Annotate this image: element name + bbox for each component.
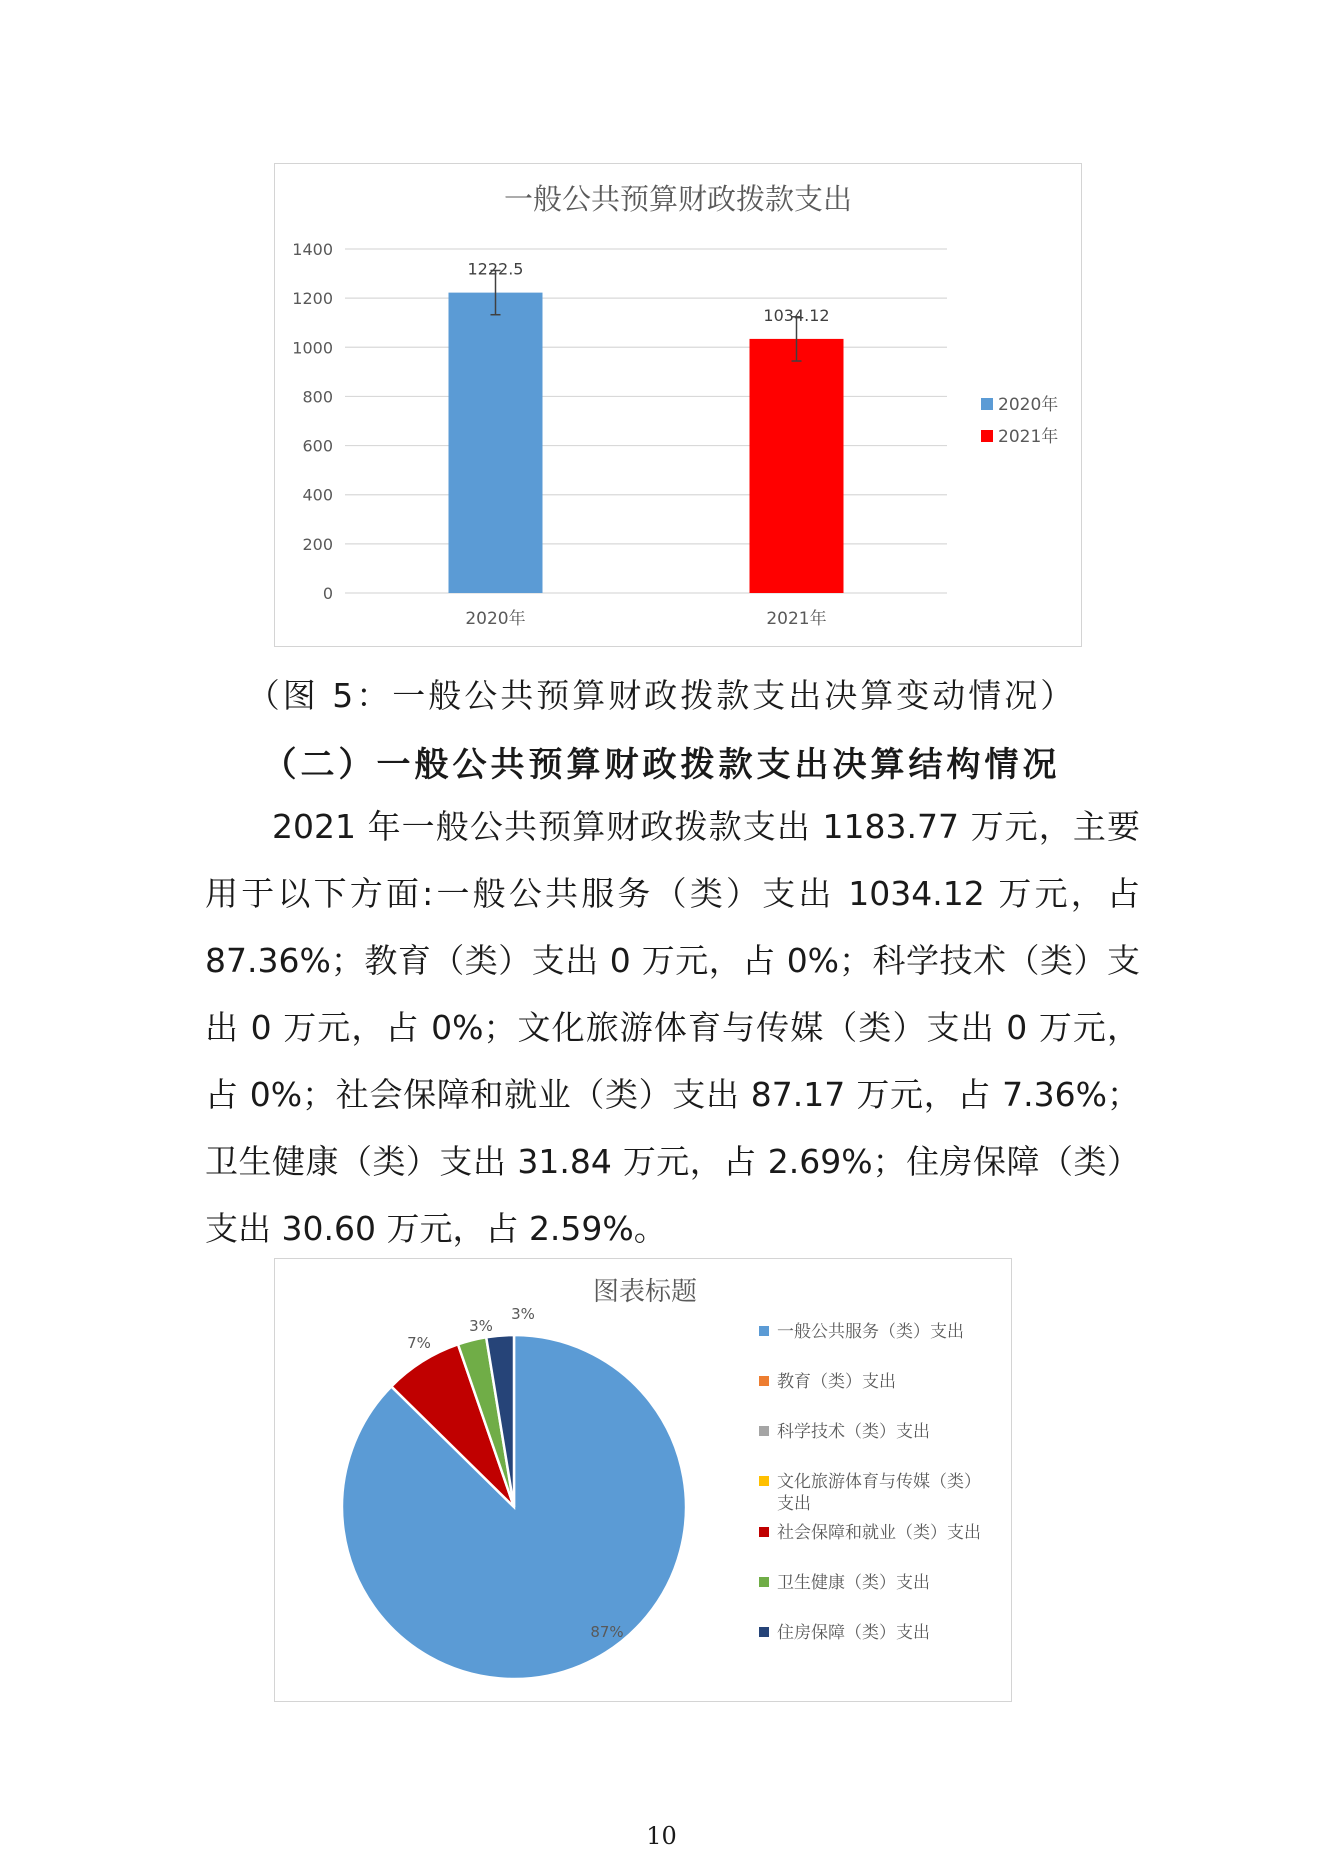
legend-swatch bbox=[759, 1627, 769, 1637]
legend-label: 社会保障和就业（类）支出 bbox=[777, 1523, 981, 1543]
y-tick-label: 200 bbox=[302, 534, 333, 554]
body-paragraph bbox=[205, 793, 1140, 1262]
chart-title: 图表标题 bbox=[592, 1277, 698, 1307]
legend-swatch bbox=[759, 1577, 769, 1587]
y-tick-label: 0 bbox=[322, 584, 333, 603]
data-label: 1222.5 bbox=[467, 259, 524, 279]
y-tick-label: 600 bbox=[302, 436, 333, 456]
page-number: 10 bbox=[646, 1822, 677, 1850]
figure-caption: （图 5：一般公共预算财政拨款支出决算变动情况） bbox=[246, 676, 1077, 715]
legend-swatch bbox=[981, 430, 993, 442]
legend-label: 一般公共服务（类）支出 bbox=[777, 1322, 964, 1342]
pie-chart bbox=[275, 1259, 1011, 1701]
bar bbox=[750, 339, 844, 593]
legend-label: 文化旅游体育与传媒（类） bbox=[777, 1472, 981, 1492]
slice-label: 3% bbox=[511, 1305, 535, 1323]
slice-label: 3% bbox=[469, 1317, 493, 1335]
legend-label-cont: 支出 bbox=[777, 1494, 811, 1514]
legend-label: 科学技术（类）支出 bbox=[777, 1422, 930, 1442]
legend-label: 2021年 bbox=[998, 427, 1059, 447]
paragraph-line: 87.36%；教育（类）支出 0 万元，占 0%；科学技术（类）支 bbox=[205, 941, 1140, 980]
legend-swatch bbox=[759, 1476, 769, 1486]
paragraph-line: 占 0%；社会保障和就业（类）支出 87.17 万元，占 7.36%； bbox=[205, 1075, 1140, 1114]
section-heading: （二）一般公共预算财政拨款支出决算结构情况 bbox=[262, 745, 1061, 785]
chart-title: 一般公共预算财政拨款支出 bbox=[503, 182, 853, 216]
bar-chart-frame bbox=[274, 163, 1082, 647]
paragraph-line: 出 0 万元，占 0%；文化旅游体育与传媒（类）支出 0 万元， bbox=[205, 1008, 1140, 1047]
paragraph-line: 用于以下方面:一般公共服务（类）支出 1034.12 万元，占 bbox=[205, 874, 1140, 913]
y-tick-label: 1000 bbox=[292, 338, 333, 358]
y-tick-label: 1200 bbox=[292, 289, 333, 309]
paragraph-line: 支出 30.60 万元，占 2.59%。 bbox=[205, 1209, 667, 1248]
bar-chart bbox=[275, 164, 1081, 646]
legend-label: 卫生健康（类）支出 bbox=[777, 1573, 930, 1593]
slice-label: 7% bbox=[407, 1334, 431, 1352]
paragraph-line: 2021 年一般公共预算财政拨款支出 1183.77 万元，主要 bbox=[272, 807, 1140, 846]
legend-swatch bbox=[759, 1426, 769, 1436]
legend-swatch bbox=[981, 398, 993, 410]
legend-label: 住房保障（类）支出 bbox=[777, 1623, 930, 1643]
legend-swatch bbox=[759, 1326, 769, 1336]
y-tick-label: 800 bbox=[302, 387, 333, 407]
legend-swatch bbox=[759, 1527, 769, 1537]
bar bbox=[449, 293, 543, 593]
x-tick-label: 2020年 bbox=[465, 609, 526, 629]
x-tick-label: 2021年 bbox=[766, 609, 827, 629]
data-label: 1034.12 bbox=[763, 305, 830, 325]
legend-label: 2020年 bbox=[998, 395, 1059, 415]
legend-swatch bbox=[759, 1376, 769, 1386]
slice-label: 87% bbox=[590, 1623, 624, 1641]
legend-label: 教育（类）支出 bbox=[777, 1372, 896, 1392]
paragraph-line: 卫生健康（类）支出 31.84 万元，占 2.69%；住房保障（类） bbox=[205, 1142, 1140, 1181]
y-tick-label: 400 bbox=[302, 485, 333, 505]
pie-chart-frame bbox=[274, 1258, 1012, 1702]
y-tick-label: 1400 bbox=[292, 240, 333, 259]
